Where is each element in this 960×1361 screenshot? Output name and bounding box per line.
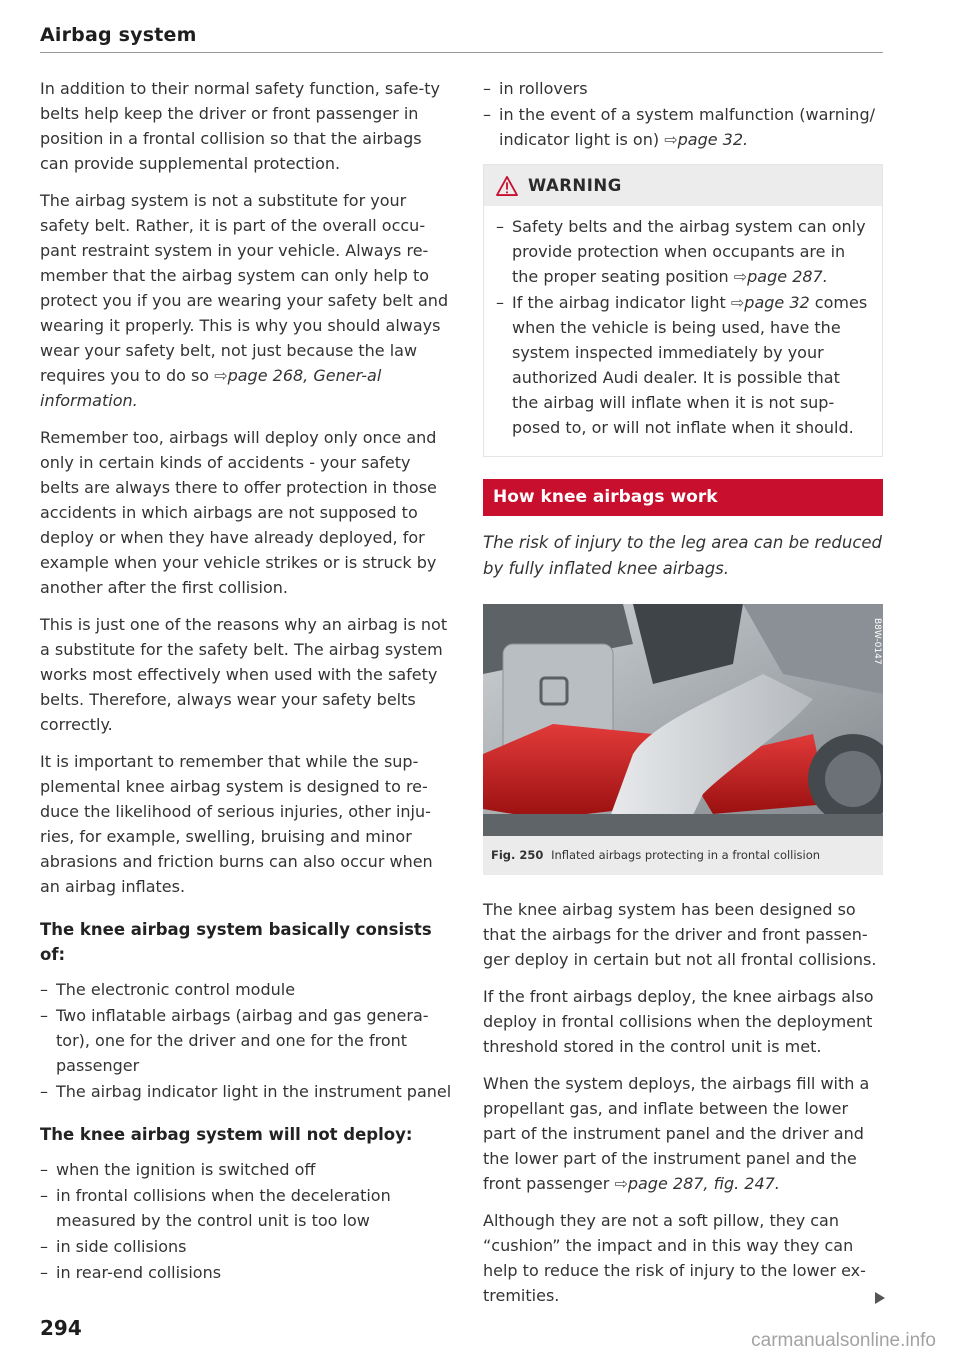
list-item: – in side collisions bbox=[40, 1234, 452, 1259]
list-item: – in frontal collisions when the deceleration measured by the control unit is too low bbox=[40, 1183, 452, 1233]
warning-list bbox=[496, 214, 870, 440]
no-deploy-list-continued bbox=[483, 76, 883, 152]
page-number: 294 bbox=[40, 1316, 82, 1340]
paragraph: This is just one of the reasons why an airbag is not a substitute for the safety belt. The airbag system works most effectively when used with the safety belts. Therefore, always wear your safety belts correctly. bbox=[40, 615, 448, 734]
page-header-title: Airbag system bbox=[40, 24, 197, 46]
header-divider bbox=[40, 52, 883, 53]
continue-arrow-icon bbox=[875, 1292, 885, 1304]
no-deploy-list bbox=[40, 1157, 452, 1285]
figure-code: B8W-0147 bbox=[872, 618, 882, 665]
watermark: carmanualsonline.info bbox=[751, 1330, 936, 1351]
figure-label: Fig. 250 bbox=[491, 848, 544, 862]
page-ref-arrow-icon: ⇨ bbox=[614, 1174, 628, 1193]
warning-item bbox=[496, 214, 870, 289]
paragraph: In addition to their normal safety function, safe-ty belts help keep the driver or front passenger in position in a frontal collision so that the airbags can provide supplemental protection. bbox=[40, 79, 441, 173]
page-reference-link[interactable]: page 32 bbox=[744, 293, 810, 312]
paragraph: Remember too, airbags will deploy only once and only in certain kinds of accidents - your safety belts are always there to offer protection in those accidents in which airbags are not supposed to deploy or when they have already deployed, for example when your vehicle strikes or is struck by another after the first collision. bbox=[40, 428, 437, 597]
list-item: – in rollovers bbox=[483, 76, 883, 101]
component-list bbox=[40, 977, 452, 1104]
list-item: – The airbag indicator light in the instrument panel bbox=[40, 1079, 452, 1104]
warning-text: Safety belts and the airbag system can only provide protection when occupants are in the proper seating position bbox=[512, 217, 866, 286]
paragraph: The knee airbag system has been designed so that the airbags for the driver and front passen-ger deploy in certain but not all frontal collisions. bbox=[483, 900, 877, 969]
warning-text: If the airbag indicator light bbox=[512, 293, 726, 312]
paragraph-text: The airbag system is not a substitute for your safety belt. Rather, it is part of the overall occu-pant restraint system in your vehicle. Always re-member that the airbag system can only help to protect you if you are wearing your safety belt and wearing it properly. This is why you should always wear your safety belt, not just because the law requires you to do so bbox=[40, 191, 449, 385]
page-ref-arrow-icon: ⇨ bbox=[730, 293, 745, 312]
paragraph bbox=[40, 188, 452, 413]
warning-box bbox=[483, 164, 883, 457]
list-item: – when the ignition is switched off bbox=[40, 1157, 452, 1182]
figure-caption-text: Inflated airbags protecting in a frontal collision bbox=[551, 848, 821, 862]
right-column bbox=[483, 76, 883, 1320]
page-ref-arrow-icon: ⇨ bbox=[664, 130, 678, 149]
page-ref-arrow-icon: ⇨ bbox=[733, 267, 748, 286]
page-ref-arrow-icon: ⇨ bbox=[214, 366, 228, 385]
subheading: The knee airbag system basically consists of: bbox=[40, 920, 432, 964]
section-intro: The risk of injury to the leg area can be reduced by fully inflated knee airbags. bbox=[483, 533, 883, 578]
warning-title: WARNING bbox=[528, 176, 622, 195]
page-reference-link[interactable]: page 287. bbox=[747, 267, 828, 286]
left-column bbox=[40, 76, 452, 1297]
list-item bbox=[483, 102, 883, 152]
subheading: The knee airbag system will not deploy: bbox=[40, 1125, 413, 1144]
page-reference-link[interactable]: page 32. bbox=[677, 130, 749, 149]
paragraph bbox=[483, 1071, 883, 1196]
warning-header bbox=[484, 165, 882, 206]
paragraph-text: Although they are not a soft pillow, they can “cushion” the impact and in this way they can help to reduce the risk of injury to the lower ex-tremities. bbox=[483, 1211, 866, 1305]
list-item: – Two inflatable airbags (airbag and gas genera-tor), one for the driver and one for the front passenger bbox=[40, 1003, 452, 1078]
knee-airbag-illustration bbox=[483, 604, 883, 836]
page-reference-link[interactable]: page 268, Gener-al information. bbox=[40, 366, 382, 410]
page-reference-link[interactable]: page 287, fig. 247. bbox=[627, 1174, 780, 1193]
warning-body bbox=[484, 206, 882, 456]
figure bbox=[483, 604, 883, 875]
paragraph: If the front airbags deploy, the knee airbags also deploy in frontal collisions when the deployment threshold stored in the control unit is met. bbox=[483, 987, 874, 1056]
paragraph bbox=[483, 1208, 883, 1308]
figure-caption bbox=[483, 836, 883, 875]
warning-item bbox=[496, 290, 870, 440]
warning-triangle-icon bbox=[496, 176, 518, 196]
list-item-text: in the event of a system malfunction (warning/ indicator light is on) bbox=[499, 105, 875, 149]
section-title-bar: How knee airbags work bbox=[483, 479, 883, 516]
warning-text: comes when the vehicle is being used, have the system inspected immediately by your authorized Audi dealer. It is possible that the airbag will inflate when it is not sup-posed to, or will not inflate when it should. bbox=[512, 293, 868, 437]
list-item: – in rear-end collisions bbox=[40, 1260, 452, 1285]
paragraph: It is important to remember that while the sup-plemental knee airbag system is designed to re-duce the likelihood of serious injuries, other inju-ries, for example, swelling, bruising and minor abrasions and friction burns can also occur when an airbag inflates. bbox=[40, 752, 433, 896]
paragraph-text: When the system deploys, the airbags fill with a propellant gas, and inflate between the lower part of the instrument panel and the driver and the lower part of the instrument panel and the front passenger bbox=[483, 1074, 870, 1193]
list-item: – The electronic control module bbox=[40, 977, 452, 1002]
